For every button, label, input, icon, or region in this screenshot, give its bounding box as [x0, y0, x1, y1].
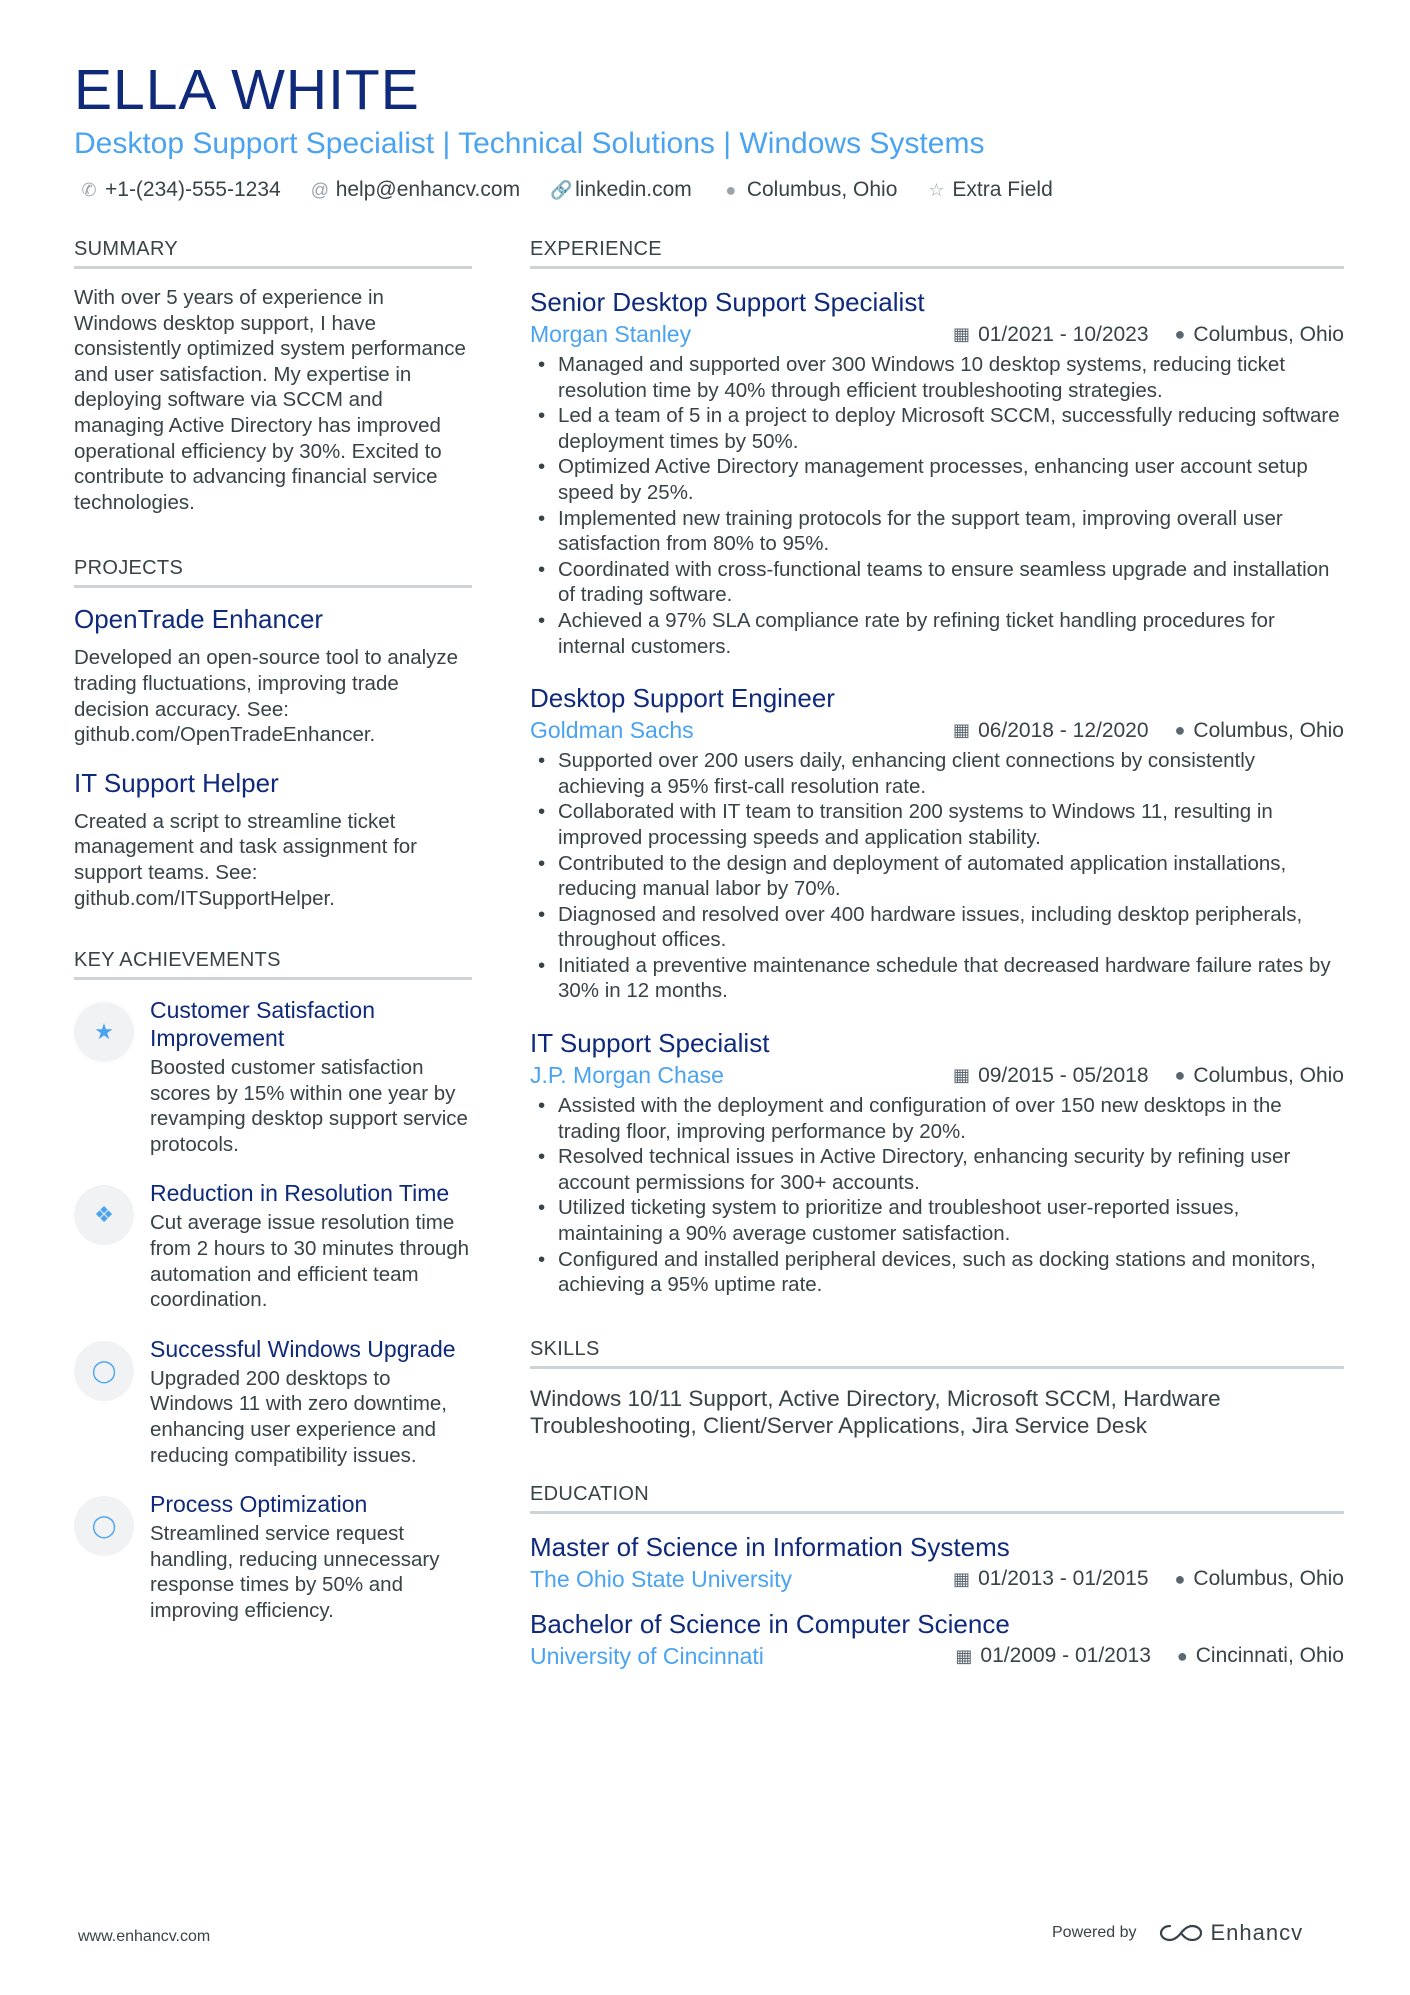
powered-by-text: Powered by [1052, 1924, 1137, 1941]
location-icon: ● [1174, 324, 1186, 344]
section-title-education: EDUCATION [530, 1483, 1344, 1514]
job-entry [530, 285, 1344, 659]
contact-extra-text: Extra Field [952, 178, 1053, 201]
bullet-item: • Resolved technical issues in Active Directory, enhancing security by refining user account permissions for 300+ accounts. [530, 1144, 1344, 1195]
left-column [74, 238, 472, 1646]
footer-branding [1052, 1920, 1303, 1946]
summary-text: With over 5 years of experience in Windows desktop support, I have consistently optimized system performance and user satisfaction. My expertise in deploying software via SCCM and managing Active Directory has improved operational efficiency by 30%. Excited to contribute to advancing financial service technologies. [74, 286, 466, 514]
achievement-item [74, 1335, 472, 1468]
achievement-desc: Upgraded 200 desktops to Windows 11 with zero downtime, enhancing user experience and reducing compatibility issues. [150, 1366, 447, 1467]
enhancv-logo[interactable] [1159, 1920, 1304, 1946]
job-entry [530, 1026, 1344, 1298]
school-name: University of Cincinnati [530, 1642, 764, 1669]
location-icon: ● [725, 179, 737, 200]
achievement-title: Customer Satisfaction Improvement [150, 997, 375, 1052]
job-dates: 09/2015 - 05/2018 [978, 1063, 1149, 1087]
company-name: Goldman Sachs [530, 717, 694, 744]
job-title: Senior Desktop Support Specialist [530, 287, 925, 317]
achievement-desc: Boosted customer satisfaction scores by 15% within one year by revamping desktop support service protocols. [150, 1056, 468, 1156]
brain-icon: ❖ [74, 1185, 134, 1245]
section-title-achievements: KEY ACHIEVEMENTS [74, 949, 472, 980]
bullet-item: • Collaborated with IT team to transition 200 systems to Windows 11, resulting in improved processing speeds and application stability. [530, 799, 1344, 850]
achievement-item [74, 1490, 472, 1623]
company-name: Morgan Stanley [530, 321, 692, 347]
skills-section [530, 1338, 1344, 1439]
bullet-item: • Diagnosed and resolved over 400 hardware issues, including desktop peripherals, throughout offices. [530, 902, 1344, 953]
job-bullets [530, 748, 1344, 1004]
achievement-title: Successful Windows Upgrade [150, 1335, 456, 1362]
company-name: J.P. Morgan Chase [530, 1062, 724, 1089]
bullet-item: • Assisted with the deployment and configuration of over 150 new desktops in the trading floor, improving performance by 20%. [530, 1093, 1344, 1144]
job-title: Desktop Support Engineer [530, 683, 835, 714]
brand-name: Enhancv [1210, 1920, 1304, 1945]
bullet-item: • Contributed to the design and deployment of automated application installations, reducing manual labor by 70%. [530, 851, 1344, 902]
job-bullets [530, 352, 1344, 659]
school-name: The Ohio State University [530, 1565, 793, 1592]
job-bullets [530, 1093, 1344, 1298]
skills-text: Windows 10/11 Support, Active Directory, Microsoft SCCM, Hardware Troubleshooting, Client/Server Applications, Jira Service Desk [530, 1385, 1221, 1438]
achievement-title: Reduction in Resolution Time [150, 1180, 450, 1207]
bullet-item: • Implemented new training protocols for the support team, improving overall user satisfaction from 80% to 95%. [530, 506, 1344, 557]
star-icon: ★ [74, 1002, 134, 1062]
education-entry [530, 1607, 1344, 1670]
right-column [530, 238, 1344, 1684]
calendar-icon: ▦ [953, 1568, 971, 1589]
contact-email-text: help@enhancv.com [335, 178, 521, 201]
contact-phone-text: +1-(234)-555-1234 [105, 178, 281, 201]
achievement-desc: Streamlined service request handling, reducing unnecessary response times by 50% and improving efficiency. [150, 1522, 440, 1622]
section-title-summary: SUMMARY [74, 238, 472, 269]
achievement-item [74, 996, 472, 1157]
project-desc: Created a script to streamline ticket management and task assignment for support teams. See: github.com/ITSupportHelper. [74, 809, 417, 910]
location-icon: ● [1174, 1568, 1186, 1589]
calendar-icon: ▦ [953, 324, 971, 344]
edu-location: Columbus, Ohio [1193, 1567, 1344, 1591]
job-entry [530, 681, 1344, 1004]
experience-section [530, 238, 1344, 1298]
job-location: Columbus, Ohio [1193, 1063, 1344, 1087]
achievements-section [74, 949, 472, 1624]
bullet-item: • Optimized Active Directory management processes, enhancing user account setup speed by 25%. [530, 454, 1344, 505]
contact-location-text: Columbus, Ohio [746, 178, 898, 201]
bullet-item: • Managed and supported over 300 Windows 10 desktop systems, reducing ticket resolution time by 40% through efficient troubleshooting strategies. [530, 352, 1344, 403]
link-icon: 🔗 [550, 179, 573, 200]
project-desc: Developed an open-source tool to analyze trading fluctuations, improving trade decision accuracy. See: github.com/OpenTradeEnhancer. [74, 646, 459, 747]
section-title-experience: EXPERIENCE [530, 238, 1344, 269]
job-dates: 06/2018 - 12/2020 [978, 718, 1149, 742]
job-title: IT Support Specialist [530, 1028, 770, 1059]
project-title: OpenTrade Enhancer [74, 604, 324, 635]
infinity-icon [1159, 1922, 1203, 1944]
edu-location: Cincinnati, Ohio [1195, 1644, 1344, 1668]
job-dates: 01/2021 - 10/2023 [978, 322, 1149, 346]
contact-linkedin-text: linkedin.com [575, 178, 692, 201]
contact-email[interactable] [311, 178, 520, 202]
edu-dates: 01/2009 - 01/2013 [980, 1644, 1151, 1668]
degree-title: Master of Science in Information Systems [530, 1531, 1010, 1562]
section-title-skills: SKILLS [530, 1338, 1344, 1369]
project-title: IT Support Helper [74, 767, 279, 798]
achievement-item [74, 1179, 472, 1312]
bullet-item: • Achieved a 97% SLA compliance rate by refining ticket handling procedures for internal customers. [530, 608, 1344, 659]
bullet-item: • Configured and installed peripheral devices, such as docking stations and monitors, achieving a 95% uptime rate. [530, 1247, 1344, 1298]
location-icon: ● [1176, 1645, 1188, 1666]
contact-linkedin[interactable] [550, 178, 692, 202]
job-location: Columbus, Ohio [1193, 718, 1344, 742]
star-icon: ☆ [928, 179, 945, 200]
phone-icon: ✆ [81, 179, 97, 200]
at-icon: @ [310, 179, 329, 200]
location-icon: ● [1174, 1065, 1186, 1086]
section-title-projects: PROJECTS [74, 557, 472, 588]
projects-section [74, 557, 472, 911]
calendar-icon: ▦ [953, 720, 971, 741]
summary-section [74, 238, 472, 515]
footer-website[interactable]: www.enhancv.com [78, 1928, 211, 1945]
lightbulb-icon: ◯ [74, 1496, 134, 1556]
bullet-item: • Coordinated with cross-functional teams to ensure seamless upgrade and installation of trading software. [530, 557, 1344, 608]
bullet-item: • Initiated a preventive maintenance schedule that decreased hardware failure rates by 30% in 12 months. [530, 953, 1344, 1004]
calendar-icon: ▦ [955, 1645, 973, 1666]
project-item [74, 604, 472, 747]
contact-bar [80, 178, 1053, 202]
contact-extra [927, 178, 1052, 202]
edu-dates: 01/2013 - 01/2015 [978, 1567, 1149, 1591]
project-item [74, 768, 472, 911]
headline: Desktop Support Specialist | Technical Solutions | Windows Systems [74, 127, 985, 160]
achievement-desc: Cut average issue resolution time from 2 hours to 30 minutes through automation and efficient team coordination. [150, 1211, 470, 1312]
lightbulb-icon: ◯ [74, 1341, 134, 1401]
education-section [530, 1483, 1344, 1670]
location-icon: ● [1174, 720, 1186, 741]
degree-title: Bachelor of Science in Computer Science [530, 1608, 1010, 1639]
calendar-icon: ▦ [953, 1065, 971, 1086]
job-location: Columbus, Ohio [1193, 322, 1344, 346]
bullet-item: • Supported over 200 users daily, enhancing client connections by consistently achieving a 95% first-call resolution rate. [530, 748, 1344, 799]
candidate-name: ELLA WHITE [74, 58, 420, 122]
contact-location [722, 178, 898, 202]
bullet-item: • Led a team of 5 in a project to deploy Microsoft SCCM, successfully reducing software deployment times by 50%. [530, 403, 1344, 454]
achievement-title: Process Optimization [150, 1491, 368, 1518]
education-entry [530, 1530, 1344, 1593]
bullet-item: • Utilized ticketing system to prioritize and troubleshoot user-reported issues, maintaining a 90% average customer satisfaction. [530, 1195, 1344, 1246]
contact-phone[interactable] [80, 178, 281, 202]
